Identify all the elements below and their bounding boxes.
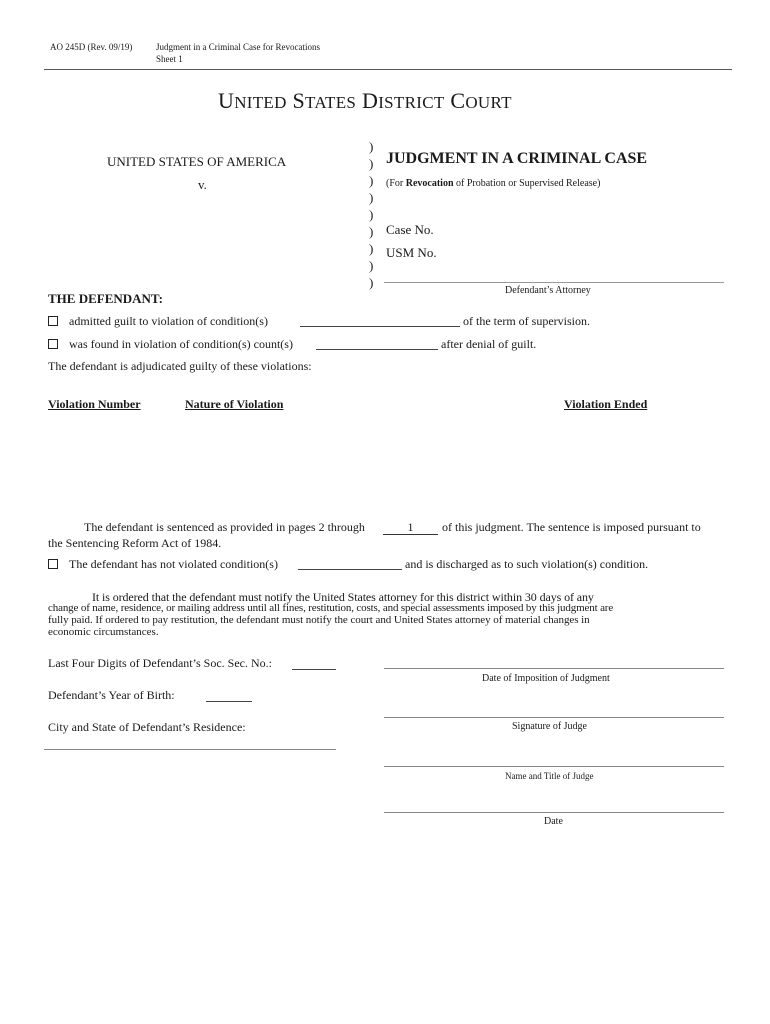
found-checkbox[interactable]: [48, 339, 58, 349]
not-violated-post: and is discharged as to such violation(s) condition.: [405, 557, 649, 571]
caption-paren: ): [369, 258, 374, 273]
sentence-line1-post: of this judgment. The sentence is imposed pursuant to: [442, 520, 701, 534]
case-no-label: Case No.: [386, 222, 434, 237]
birth-label: Defendant’s Year of Birth:: [48, 688, 175, 702]
judge-signature-label: Signature of Judge: [512, 721, 587, 732]
date-line[interactable]: [384, 812, 724, 813]
judge-name-label: Name and Title of Judge: [505, 771, 594, 781]
option-admitted: admitted guilt to violation of condition(s): [48, 314, 268, 329]
versus: v.: [198, 177, 207, 192]
caption-paren: ): [369, 241, 374, 256]
not-violated-option: The defendant has not violated condition(s): [48, 557, 278, 572]
option-found-post: after denial of guilt.: [441, 337, 537, 351]
attorney-signature-line[interactable]: [384, 282, 724, 283]
date-label: Date: [544, 816, 563, 827]
sentence-pages-field[interactable]: 1: [383, 520, 438, 535]
form-title: Judgment in a Criminal Case for Revocations: [156, 42, 320, 52]
date-imposition-line[interactable]: [384, 668, 724, 669]
caption-paren: ): [369, 224, 374, 239]
caption-paren: ): [369, 207, 374, 222]
adjudicated-text: The defendant is adjudicated guilty of these violations:: [48, 359, 312, 373]
admitted-conditions-blank[interactable]: [300, 326, 460, 327]
plaintiff-name: UNITED STATES OF AMERICA: [107, 154, 287, 169]
caption-paren: ): [369, 190, 374, 205]
court-title: UNITED STATES DISTRICT COURT: [218, 88, 512, 113]
attorney-label: Defendant’s Attorney: [505, 285, 591, 296]
order-line4: economic circumstances.: [48, 626, 159, 638]
caption-paren: ): [369, 139, 374, 154]
column-violation-number: Violation Number: [48, 397, 141, 411]
ssn-label: Last Four Digits of Defendant’s Soc. Sec. No.:: [48, 656, 272, 670]
sheet-label: Sheet 1: [156, 54, 183, 64]
column-violation-ended: Violation Ended: [564, 397, 648, 411]
found-counts-blank[interactable]: [316, 349, 438, 350]
sentence-line2: the Sentencing Reform Act of 1984.: [48, 536, 222, 550]
residence-label: City and State of Defendant’s Residence:: [48, 720, 246, 734]
option-found: was found in violation of condition(s) count(s): [48, 337, 293, 352]
judgment-subtitle: (For Revocation of Probation or Supervised Release): [386, 178, 601, 189]
defendant-heading: THE DEFENDANT:: [48, 291, 163, 306]
order-line3: fully paid. If ordered to pay restitution, the defendant must notify the court and United States attorney of material changes in: [48, 614, 590, 626]
not-violated-blank[interactable]: [298, 569, 402, 570]
caption-paren: ): [369, 275, 374, 290]
option-admitted-post: of the term of supervision.: [463, 314, 590, 328]
ssn-blank[interactable]: [292, 669, 336, 670]
judgment-title: JUDGMENT IN A CRIMINAL CASE: [386, 150, 648, 167]
form-id: AO 245D (Rev. 09/19): [50, 42, 133, 52]
sentence-line1-pre: The defendant is sentenced as provided in pages 2 through: [84, 520, 365, 534]
caption-paren: ): [369, 173, 374, 188]
order-line2: change of name, residence, or mailing address until all fines, restitution, costs, and special assessments imposed by this judgment are: [48, 602, 614, 614]
header-rule: [44, 69, 732, 70]
judge-signature-line[interactable]: [384, 717, 724, 718]
judge-name-line[interactable]: [384, 766, 724, 767]
column-nature-of-violation: Nature of Violation: [185, 397, 284, 411]
usm-no-label: USM No.: [386, 245, 437, 260]
not-violated-checkbox[interactable]: [48, 559, 58, 569]
residence-blank[interactable]: [44, 749, 336, 750]
date-imposition-label: Date of Imposition of Judgment: [482, 673, 610, 684]
caption-paren: ): [369, 156, 374, 171]
admitted-checkbox[interactable]: [48, 316, 58, 326]
order-line1: It is ordered that the defendant must notify the United States attorney for this district within 30 days of any: [92, 590, 594, 604]
birth-year-blank[interactable]: [206, 701, 252, 702]
